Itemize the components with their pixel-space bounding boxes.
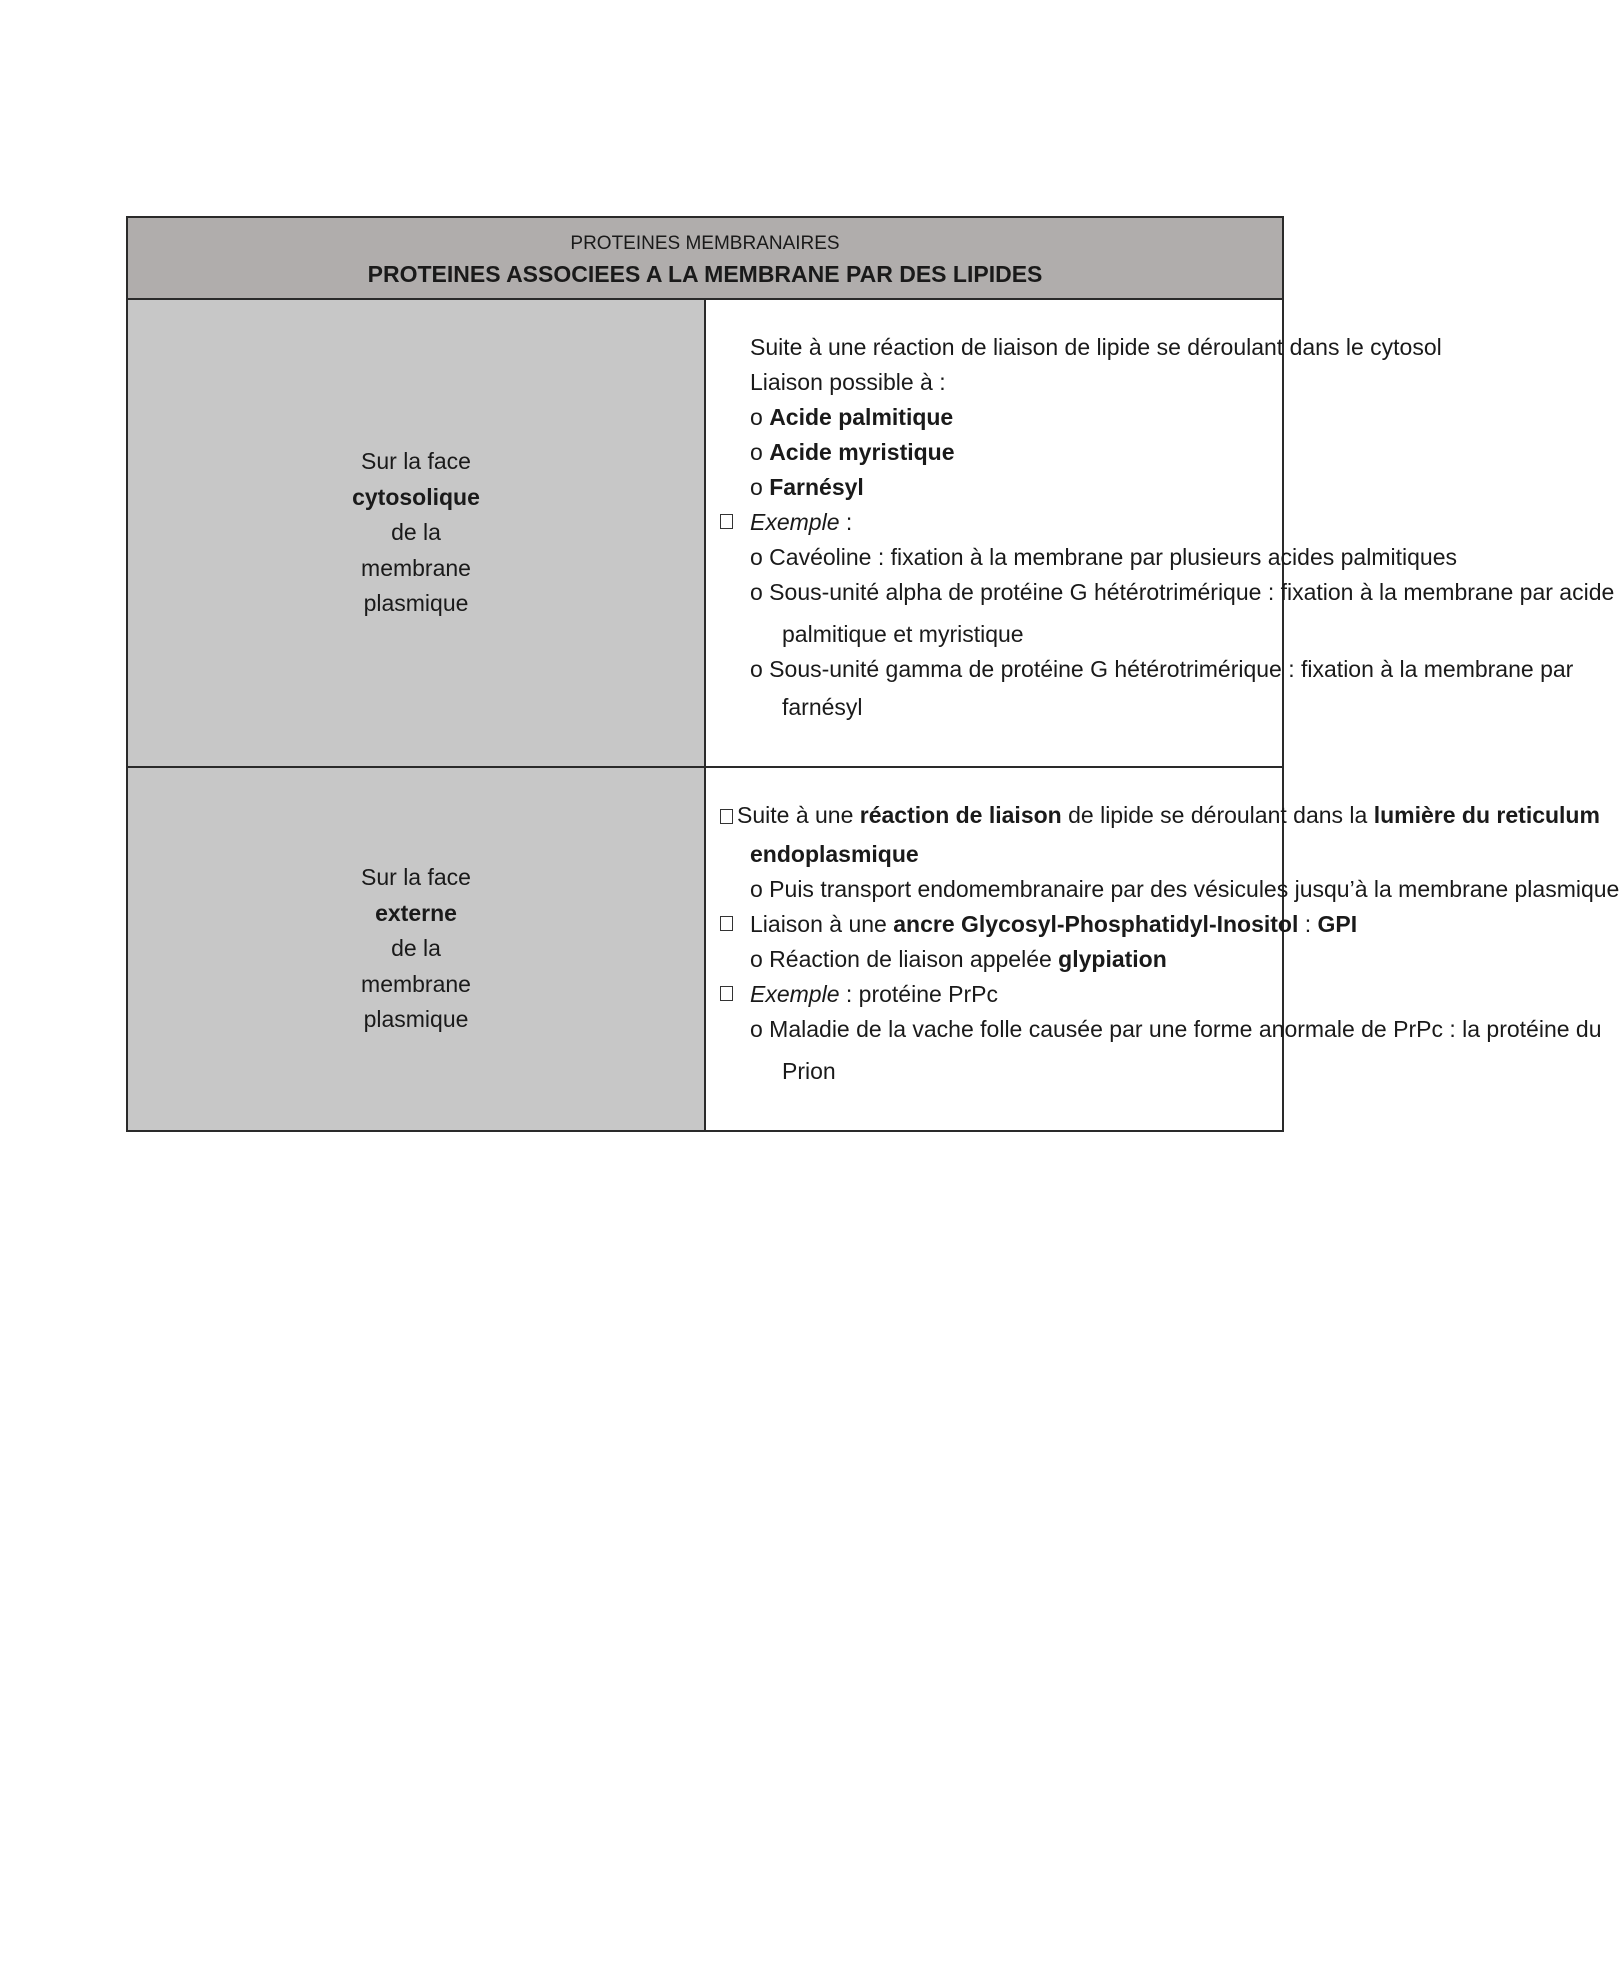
content-line: Suite à une réaction de liaison de lipide se déroulant dans la lumière du reticulum <box>720 800 1600 830</box>
content-line: Suite à une réaction de liaison de lipide se déroulant dans le cytosol <box>750 334 1442 360</box>
content-line: Exemple : <box>750 509 853 535</box>
row-label-line: membrane <box>361 970 471 997</box>
list-item: o Acide palmitique <box>750 404 954 430</box>
content-line: Exemple : protéine PrPc <box>750 981 999 1007</box>
table-header <box>127 217 1283 299</box>
list-item-continuation: palmitique et myristique <box>782 621 1024 647</box>
list-item: o Acide myristique <box>750 439 955 465</box>
row-content-external <box>705 767 1619 1131</box>
row-label-external <box>127 767 705 1131</box>
list-item: o Farnésyl <box>750 474 864 500</box>
content-line: endoplasmique <box>750 841 919 867</box>
row-content-cytosolic <box>705 299 1615 767</box>
table-row-external <box>127 767 1283 1131</box>
content-line: Liaison possible à : <box>750 369 946 395</box>
row-label-line: membrane <box>361 554 471 581</box>
list-item: o Réaction de liaison appelée glypiation <box>750 946 1167 972</box>
row-label-line: de la <box>391 935 441 962</box>
list-item-continuation: farnésyl <box>782 694 863 720</box>
checkbox-bullet-icon <box>720 514 733 529</box>
row-label-line: de la <box>391 519 441 546</box>
checkbox-bullet-icon <box>720 809 733 824</box>
row-label-line: externe <box>375 899 457 926</box>
content-line: Liaison à une ancre Glycosyl-Phosphatidyl-Inositol : GPI <box>750 911 1358 937</box>
row-label-line: Sur la face <box>361 448 471 475</box>
list-item: o Cavéoline : fixation à la membrane par plusieurs acides palmitiques <box>750 544 1457 570</box>
table-row-cytosolic <box>127 299 1283 767</box>
row-label-line: cytosolique <box>352 483 480 510</box>
row-label-cytosolic <box>127 299 705 767</box>
list-item: o Puis transport endomembranaire par des vésicules jusqu’à la membrane plasmique <box>750 876 1619 902</box>
list-item: o Sous-unité gamma de protéine G hétérotrimérique : fixation à la membrane par <box>750 656 1574 682</box>
checkbox-bullet-icon <box>720 916 733 931</box>
lipid-anchored-proteins-table <box>126 216 1619 1132</box>
checkbox-bullet-icon <box>720 986 733 1001</box>
row-label-line: Sur la face <box>361 864 471 891</box>
table-header-row <box>127 217 1283 299</box>
header-title: PROTEINES ASSOCIEES A LA MEMBRANE PAR DES LIPIDES <box>367 261 1043 287</box>
header-supertitle: PROTEINES MEMBRANAIRES <box>570 233 840 254</box>
list-item-continuation: Prion <box>782 1058 836 1084</box>
row-label-line: plasmique <box>363 1006 469 1033</box>
list-item: o Sous-unité alpha de protéine G hétérotrimérique : fixation à la membrane par acide <box>750 579 1615 605</box>
row-label-line: plasmique <box>363 590 469 617</box>
list-item: o Maladie de la vache folle causée par une forme anormale de PrPc : la protéine du <box>750 1016 1602 1042</box>
